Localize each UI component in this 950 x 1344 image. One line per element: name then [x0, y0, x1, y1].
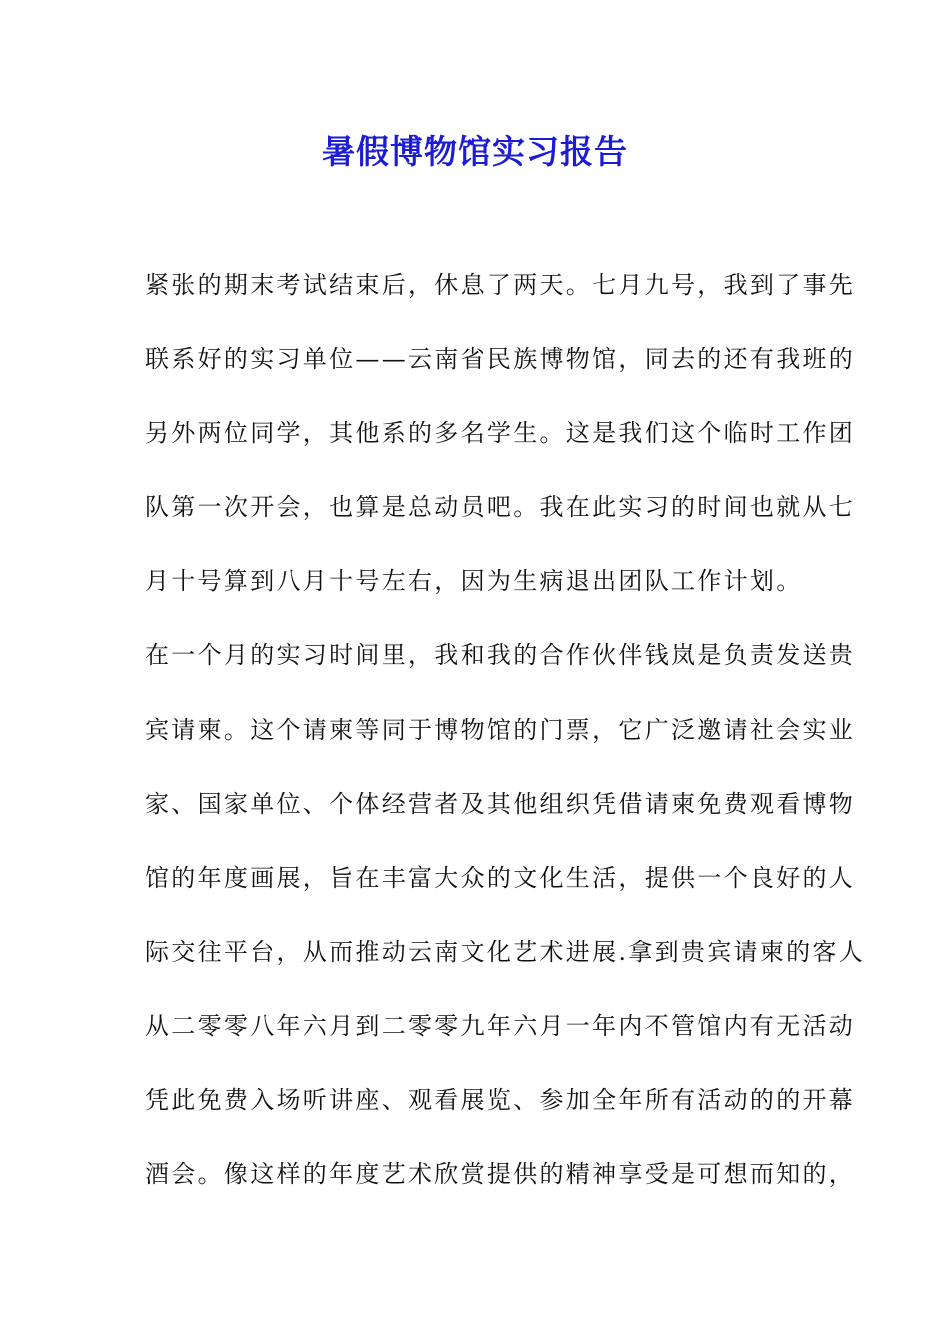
- body-line: 另外两位同学，其他系的多名学生。这是我们这个临时工作团: [145, 419, 856, 448]
- body-line: 联系好的实习单位——云南省民族博物馆，同去的还有我班的: [145, 345, 856, 374]
- body-line: 酒会。像这样的年度艺术欣赏提供的精神享受是可想而知的，: [145, 1160, 856, 1189]
- body-line: 家、国家单位、个体经营者及其他组织凭借请柬免费观看博物: [145, 789, 856, 818]
- body-line: 际交往平台，从而推动云南文化艺术进展.拿到贵宾请柬的客人: [145, 937, 866, 966]
- body-line: 宾请柬。这个请柬等同于博物馆的门票，它广泛邀请社会实业: [145, 715, 856, 744]
- document-title: 暑假博物馆实习报告: [322, 132, 628, 171]
- body-line: 凭此免费入场听讲座、观看展览、参加全年所有活动的的开幕: [145, 1086, 856, 1115]
- document-body: [145, 263, 866, 1226]
- body-line: 从二零零八年六月到二零零九年六月一年内不管馆内有无活动: [145, 1011, 856, 1040]
- body-line: 月十号算到八月十号左右，因为生病退出团队工作计划。: [145, 567, 803, 596]
- body-line: 在一个月的实习时间里，我和我的合作伙伴钱岚是负责发送贵: [145, 641, 856, 670]
- body-line: 紧张的期末考试结束后，休息了两天。七月九号，我到了事先: [145, 271, 856, 299]
- body-line: 队第一次开会，也算是总动员吧。我在此实习的时间也就从七: [145, 493, 856, 522]
- body-line: 馆的年度画展，旨在丰富大众的文化生活，提供一个良好的人: [145, 863, 856, 892]
